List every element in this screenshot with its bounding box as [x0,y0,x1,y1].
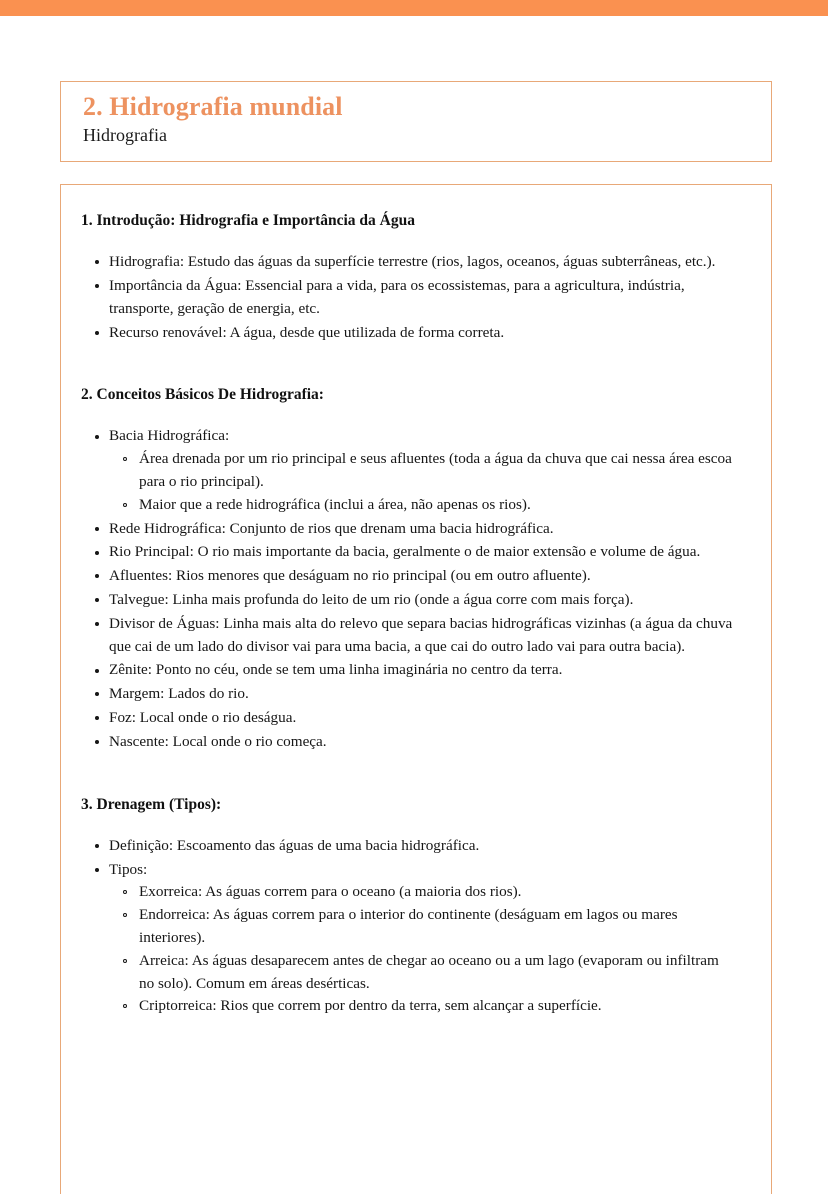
list-item [81,731,735,754]
list-item [81,859,735,1019]
sub-bullet-list [109,881,735,1018]
list-item [81,613,735,659]
list-item-text: Definição: Escoamento das águas de uma bacia hidrográfica. [109,836,480,854]
page-title: 2. Hidrografia mundial [83,92,343,121]
list-item [81,425,735,516]
bullet-list [81,835,735,1018]
list-item-text: Hidrografia: Estudo das águas da superfície terrestre (rios, lagos, oceanos, águas subterrâneas, etc.). [109,253,716,271]
list-item [81,683,735,706]
bullet-circle-icon [123,1004,127,1008]
list-item [81,251,735,274]
sub-list-item [109,904,735,950]
sub-list-item-text: Exorreica: As águas correm para o oceano (a maioria dos rios). [139,883,522,901]
sub-list-item-text: Área drenada por um rio principal e seus afluentes (toda a água da chuva que cai nessa área escoa para o rio principal). [139,450,732,491]
bullet-list [81,425,735,753]
list-item [81,518,735,541]
list-item-text: Afluentes: Rios menores que deságuam no rio principal (ou em outro afluente). [109,567,591,585]
document-content-box [60,184,772,1194]
list-item [81,322,735,345]
bullet-dot-icon [95,844,99,848]
top-accent-bar [0,0,828,16]
list-item-text: Importância da Água: Essencial para a vida, para os ecossistemas, para a agricultura, indústria, transporte, geração de energia, etc. [109,276,685,317]
bullet-dot-icon [95,551,99,555]
list-item-text: Recurso renovável: A água, desde que utilizada de forma correta. [109,323,505,341]
bullet-dot-icon [95,527,99,531]
sub-list-item-text: Criptorreica: Rios que correm por dentro da terra, sem alcançar a superfície. [139,997,602,1015]
list-item [81,589,735,612]
list-item-text: Zênite: Ponto no céu, onde se tem uma linha imaginária no centro da terra. [109,661,563,679]
section-heading: 2. Conceitos Básicos De Hidrografia: [81,386,324,404]
bullet-dot-icon [95,574,99,578]
list-item [81,835,735,858]
section [81,795,735,1038]
bullet-dot-icon [95,331,99,335]
sub-list-item [109,995,735,1018]
list-item [81,565,735,588]
bullet-dot-icon [95,669,99,673]
document-header-box [60,81,772,162]
section-spacer [81,1019,735,1037]
section [81,211,735,363]
bullet-list [81,251,735,344]
section-spacer [81,755,735,773]
sub-list-item [109,881,735,904]
bullet-circle-icon [123,913,127,917]
bullet-dot-icon [95,622,99,626]
bullet-dot-icon [95,716,99,720]
bullet-dot-icon [95,284,99,288]
list-item-text: Margem: Lados do rio. [109,685,249,703]
bullet-dot-icon [95,868,99,872]
list-item-text: Nascente: Local onde o rio começa. [109,732,327,750]
list-item [81,707,735,730]
bullet-circle-icon [123,457,127,461]
bullet-dot-icon [95,260,99,264]
sections-container [81,211,735,1037]
bullet-circle-icon [123,890,127,894]
bullet-circle-icon [123,959,127,963]
section-heading: 3. Drenagem (Tipos): [81,795,222,813]
list-item-text: Rio Principal: O rio mais importante da bacia, geralmente o de maior extensão e volume de água. [109,543,701,561]
list-item [81,541,735,564]
sub-bullet-list [109,448,735,516]
list-item-text: Divisor de Águas: Linha mais alta do relevo que separa bacias hidrográficas vizinhas (a água da chuva que cai de um lado do divisor vai para uma bacia, a que cai do outro lado vai para outra bacia). [109,614,733,655]
section-heading: 1. Introdução: Hidrografia e Importância da Água [81,212,415,229]
list-item [81,659,735,682]
sub-list-item-text: Arreica: As águas desaparecem antes de chegar ao oceano ou a um lago (evaporam ou infiltram no solo). Comum em áreas desérticas. [139,951,719,992]
section [81,385,735,772]
sub-list-item-text: Endorreica: As águas correm para o interior do continente (deságuam em lagos ou mares interiores). [139,906,678,946]
bullet-dot-icon [95,598,99,602]
bullet-circle-icon [123,503,127,507]
sub-list-item [109,950,735,996]
list-item [81,275,735,321]
list-item-text: Tipos: [109,860,148,878]
list-item-text: Bacia Hidrográfica: [109,427,230,445]
page-subtitle: Hidrografia [83,125,167,145]
bullet-dot-icon [95,740,99,744]
bullet-dot-icon [95,692,99,696]
sub-list-item [109,494,735,517]
list-item-text: Rede Hidrográfica: Conjunto de rios que drenam uma bacia hidrográfica. [109,519,554,537]
sub-list-item [109,448,735,494]
list-item-text: Foz: Local onde o rio deságua. [109,709,297,727]
section-spacer [81,345,735,363]
bullet-dot-icon [95,435,99,439]
sub-list-item-text: Maior que a rede hidrográfica (inclui a área, não apenas os rios). [139,495,531,513]
list-item-text: Talvegue: Linha mais profunda do leito de um rio (onde a água corre com mais força). [109,591,634,609]
